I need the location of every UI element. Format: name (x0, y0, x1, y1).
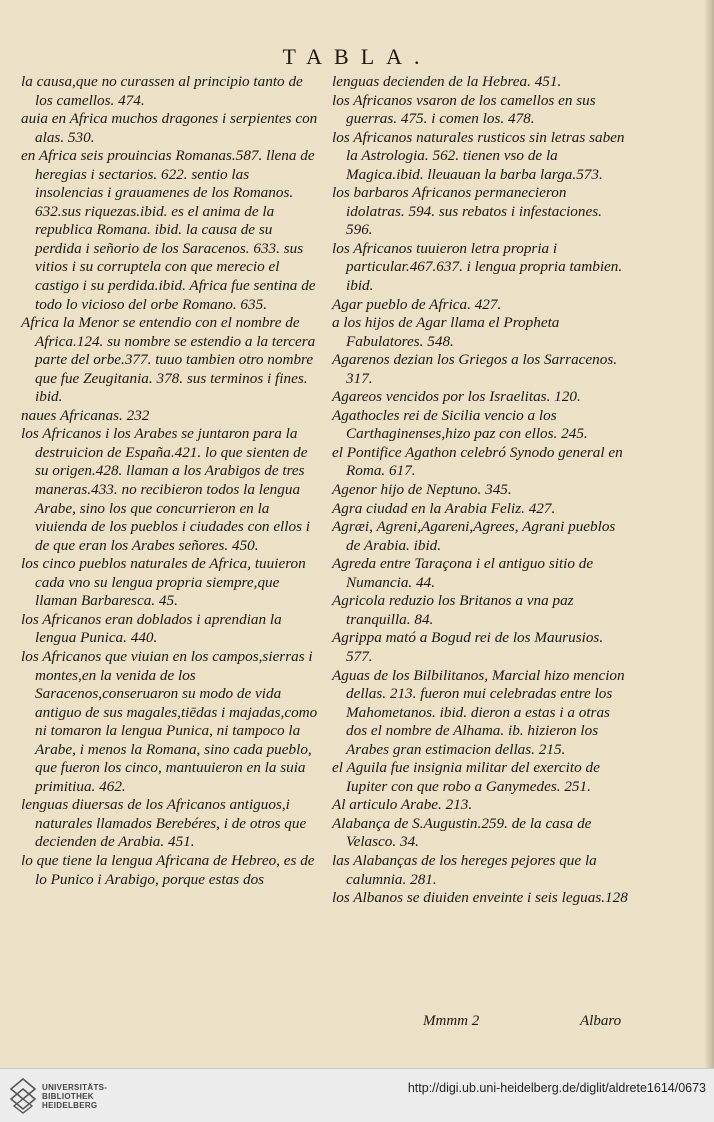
index-entry: Agricola reduzio los Britanos a vna paz tranquilla. 84. (332, 592, 574, 628)
index-entry: Al articulo Arabe. 213. (332, 796, 473, 814)
index-entry: los Albanos se diuiden enveinte i seis leguas.128 (332, 889, 628, 907)
library-name-line: BIBLIOTHEK (42, 1092, 94, 1101)
right-column (332, 73, 628, 908)
library-name-line: UNIVERSITÄTS- (42, 1083, 108, 1092)
index-entry: a los hijos de Agar llama el Propheta Fabulatores. 548. (332, 314, 560, 350)
index-entry: Agarenos dezian los Griegos a los Sarracenos. 317. (332, 351, 618, 387)
index-entry: los Africanos tuuieron letra propria i particular.467.637. i lengua propria tambien. ibid. (332, 239, 623, 295)
catchword: Albaro (580, 1013, 622, 1029)
index-entry: las Alabanças de los hereges pejores que la calumnia. 281. (332, 851, 597, 888)
index-entry: los Africanos naturales rusticos sin letras saben la Astrologia. 562. tienen vso de la Magica.ibid. lleuauan la barba larga.573. (332, 128, 625, 183)
index-entry: los Africanos eran doblados i aprendian la lengua Punica. 440. (21, 610, 282, 647)
index-entry: Agareos vencidos por los Israelitas. 120. (332, 388, 581, 406)
source-url[interactable]: http://digi.ub.uni-heidelberg.de/diglit/aldrete1614/0673 (407, 1081, 706, 1095)
index-entry: Agathocles rei de Sicilia vencio a los Carthaginenses,hizo paz con ellos. 245. (332, 406, 588, 443)
index-entry: Agar pueblo de Africa. 427. (332, 295, 502, 313)
index-entry: Agræi, Agreni,Agareni,Agrees, Agrani pueblos de Arabia. ibid. (332, 518, 616, 554)
index-entry: en Africa seis prouincias Romanas.587. llena de heregias i sectarios. 622. sentio las insolencias i grauamenes de los Romanos. 632.sus riquezas.ibid. es el anima de la republica Romana. ibid. la causa de su perdida i señorio de los Saracenos. 633. sus vitios i su corruptela con que merecio el castigo i su perdida.ibid. Africa fue sentina de todo lo vicioso del orbe Romano. 635. (21, 147, 316, 313)
university-seal-icon (8, 1076, 38, 1116)
page-title: TABLA. (282, 44, 432, 69)
index-entry: los barbaros Africanos permanecieron idolatras. 594. sus rebatos i infestaciones. 596. (332, 184, 602, 239)
index-entry: Agreda entre Taraçona i el antiguo sitio de Numancia. 44. (332, 555, 594, 591)
index-entry: lenguas diuersas de los Africanos antiguos,i naturales llamados Berebéres, i de otros que decienden de Arabia. 451. (21, 796, 307, 851)
index-entry: los cinco pueblos naturales de Africa, tuuieron cada vno su lengua propria siempre,que llaman Barbaresca. 45. (21, 555, 306, 610)
index-entry: los Africanos que viuian en los campos,sierras i montes,en la venida de los Saracenos,conseruaron su modo de vida antiguo de sus magales,tiēdas i majadas,como ni tomaron la lengua Punica, ni tampoco la Arabe, i menos la Romana, sino cada pueblo, que fueron los cinco, mantuuieron en la suia primitiua. 462. (21, 647, 318, 795)
index-entry: los Africanos vsaron de los camellos en sus guerras. 475. i comen los. 478. (332, 91, 596, 128)
library-name-line: HEIDELBERG (42, 1101, 98, 1110)
index-entry: Agenor hijo de Neptuno. 345. (332, 481, 512, 499)
index-entry: lo que tiene la lengua Africana de Hebreo, es de lo Punico i Arabigo, porque estas dos (21, 851, 315, 888)
viewer-footer-bar (0, 1068, 714, 1122)
signature-mark: Mmmm 2 (423, 1013, 480, 1029)
index-entry: el Pontifice Agathon celebró Synodo general en Roma. 617. (332, 443, 623, 480)
index-entry: Agrippa mató a Bogud rei de los Maurusios. 577. (332, 629, 604, 665)
index-entry: lenguas decienden de la Hebrea. 451. (332, 73, 562, 90)
index-entry: la causa,que no curassen al principio tanto de los camellos. 474. (21, 73, 303, 109)
index-entry: Alabança de S.Augustin.259. de la casa de Velasco. 34. (332, 814, 592, 851)
library-name (42, 1083, 107, 1110)
index-entry: los Africanos i los Arabes se juntaron para la destruicion de España.421. lo que sienten de su origen.428. llaman a los Arabigos de tres maneras.433. no recibieron todos la lengua Arabe, sino los que concurrieron en la viuienda de los pueblos i ciudades con ellos i de que eran los Arabes señores. 450. (21, 425, 311, 554)
index-entry: Agra ciudad en la Arabia Feliz. 427. (332, 499, 556, 517)
index-entry: Aguas de los Bilbilitanos, Marcial hizo mencion dellas. 213. fueron mui celebradas entre los Mahometanos. ibid. dieron a estas i a otras dos el nombre de Alhama. ib. hizieron los Arabes gran estimacion dellas. 215. (332, 666, 625, 758)
left-column (21, 73, 319, 889)
index-entry: auia en Africa muchos dragones i serpientes con alas. 530. (21, 110, 318, 146)
index-entry: el Aguila fue insignia militar del exercito de Iupiter con que robo a Ganymedes. 251. (332, 759, 600, 795)
index-entry: Africa la Menor se entendio con el nombre de Africa.124. su nombre se estendio a la tercera parte del orbe.377. tuuo tambien otro nombre que fue Zeugitania. 378. sus terminos i fines. ibid. (21, 314, 316, 406)
index-entry: naues Africanas. 232 (21, 406, 150, 424)
